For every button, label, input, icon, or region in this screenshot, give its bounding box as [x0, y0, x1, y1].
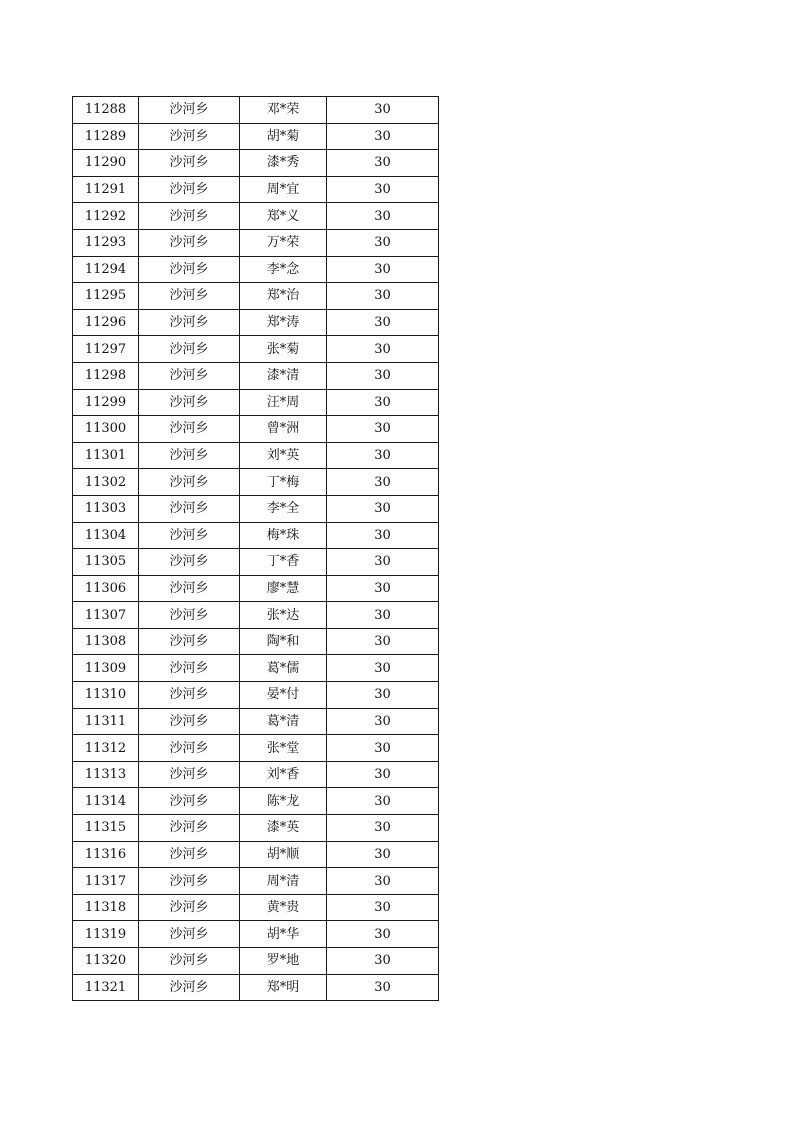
row-id-cell: 11319 [73, 921, 139, 948]
row-id-cell: 11292 [73, 203, 139, 230]
township-cell: 沙河乡 [139, 894, 240, 921]
name-cell: 周*清 [240, 868, 327, 895]
amount-cell: 30 [327, 708, 439, 735]
table-row [73, 575, 439, 602]
table-row [73, 362, 439, 389]
table-row [73, 894, 439, 921]
amount-cell: 30 [327, 203, 439, 230]
table-row [73, 416, 439, 443]
table-row [73, 682, 439, 709]
amount-cell: 30 [327, 549, 439, 576]
table-row [73, 761, 439, 788]
table-row [73, 442, 439, 469]
row-id-cell: 11317 [73, 868, 139, 895]
row-id-cell: 11289 [73, 123, 139, 150]
table-row [73, 336, 439, 363]
township-cell: 沙河乡 [139, 416, 240, 443]
table-row [73, 948, 439, 975]
row-id-cell: 11295 [73, 283, 139, 310]
amount-cell: 30 [327, 575, 439, 602]
row-id-cell: 11309 [73, 655, 139, 682]
amount-cell: 30 [327, 309, 439, 336]
table-row [73, 256, 439, 283]
township-cell: 沙河乡 [139, 336, 240, 363]
amount-cell: 30 [327, 655, 439, 682]
table-row [73, 150, 439, 177]
township-cell: 沙河乡 [139, 256, 240, 283]
township-cell: 沙河乡 [139, 708, 240, 735]
row-id-cell: 11301 [73, 442, 139, 469]
table-row [73, 283, 439, 310]
row-id-cell: 11312 [73, 735, 139, 762]
table-row [73, 815, 439, 842]
table-row [73, 176, 439, 203]
amount-cell: 30 [327, 522, 439, 549]
row-id-cell: 11308 [73, 628, 139, 655]
table-row [73, 389, 439, 416]
name-cell: 漆*秀 [240, 150, 327, 177]
row-id-cell: 11304 [73, 522, 139, 549]
name-cell: 晏*付 [240, 682, 327, 709]
amount-cell: 30 [327, 150, 439, 177]
name-cell: 刘*英 [240, 442, 327, 469]
amount-cell: 30 [327, 336, 439, 363]
name-cell: 梅*珠 [240, 522, 327, 549]
name-cell: 丁*香 [240, 549, 327, 576]
amount-cell: 30 [327, 868, 439, 895]
township-cell: 沙河乡 [139, 176, 240, 203]
name-cell: 陈*龙 [240, 788, 327, 815]
row-id-cell: 11293 [73, 229, 139, 256]
amount-cell: 30 [327, 97, 439, 124]
township-cell: 沙河乡 [139, 123, 240, 150]
row-id-cell: 11315 [73, 815, 139, 842]
amount-cell: 30 [327, 283, 439, 310]
amount-cell: 30 [327, 841, 439, 868]
data-table [72, 96, 439, 1001]
amount-cell: 30 [327, 628, 439, 655]
amount-cell: 30 [327, 894, 439, 921]
name-cell: 葛*儒 [240, 655, 327, 682]
row-id-cell: 11288 [73, 97, 139, 124]
amount-cell: 30 [327, 442, 439, 469]
amount-cell: 30 [327, 735, 439, 762]
name-cell: 郑*治 [240, 283, 327, 310]
name-cell: 胡*顺 [240, 841, 327, 868]
amount-cell: 30 [327, 389, 439, 416]
township-cell: 沙河乡 [139, 868, 240, 895]
name-cell: 刘*香 [240, 761, 327, 788]
township-cell: 沙河乡 [139, 682, 240, 709]
township-cell: 沙河乡 [139, 309, 240, 336]
row-id-cell: 11303 [73, 495, 139, 522]
row-id-cell: 11321 [73, 974, 139, 1001]
name-cell: 万*荣 [240, 229, 327, 256]
township-cell: 沙河乡 [139, 203, 240, 230]
name-cell: 李*全 [240, 495, 327, 522]
table-row [73, 841, 439, 868]
row-id-cell: 11297 [73, 336, 139, 363]
table-row [73, 735, 439, 762]
township-cell: 沙河乡 [139, 841, 240, 868]
township-cell: 沙河乡 [139, 602, 240, 629]
table-row [73, 602, 439, 629]
row-id-cell: 11299 [73, 389, 139, 416]
table-row [73, 788, 439, 815]
name-cell: 郑*明 [240, 974, 327, 1001]
amount-cell: 30 [327, 416, 439, 443]
row-id-cell: 11291 [73, 176, 139, 203]
name-cell: 罗*地 [240, 948, 327, 975]
row-id-cell: 11298 [73, 362, 139, 389]
amount-cell: 30 [327, 761, 439, 788]
table-row [73, 123, 439, 150]
table-row [73, 868, 439, 895]
township-cell: 沙河乡 [139, 150, 240, 177]
name-cell: 丁*梅 [240, 469, 327, 496]
table-row [73, 522, 439, 549]
township-cell: 沙河乡 [139, 815, 240, 842]
township-cell: 沙河乡 [139, 948, 240, 975]
table-row [73, 469, 439, 496]
table-row [73, 708, 439, 735]
row-id-cell: 11307 [73, 602, 139, 629]
township-cell: 沙河乡 [139, 389, 240, 416]
name-cell: 胡*华 [240, 921, 327, 948]
township-cell: 沙河乡 [139, 655, 240, 682]
township-cell: 沙河乡 [139, 283, 240, 310]
row-id-cell: 11320 [73, 948, 139, 975]
row-id-cell: 11300 [73, 416, 139, 443]
amount-cell: 30 [327, 176, 439, 203]
table-row [73, 921, 439, 948]
name-cell: 周*宜 [240, 176, 327, 203]
name-cell: 黄*贵 [240, 894, 327, 921]
table-row [73, 549, 439, 576]
township-cell: 沙河乡 [139, 522, 240, 549]
name-cell: 郑*义 [240, 203, 327, 230]
township-cell: 沙河乡 [139, 575, 240, 602]
row-id-cell: 11313 [73, 761, 139, 788]
township-cell: 沙河乡 [139, 549, 240, 576]
amount-cell: 30 [327, 974, 439, 1001]
row-id-cell: 11314 [73, 788, 139, 815]
amount-cell: 30 [327, 602, 439, 629]
table-row [73, 495, 439, 522]
table-row [73, 229, 439, 256]
township-cell: 沙河乡 [139, 628, 240, 655]
township-cell: 沙河乡 [139, 735, 240, 762]
amount-cell: 30 [327, 815, 439, 842]
amount-cell: 30 [327, 948, 439, 975]
name-cell: 李*念 [240, 256, 327, 283]
table-row [73, 203, 439, 230]
township-cell: 沙河乡 [139, 362, 240, 389]
name-cell: 邓*荣 [240, 97, 327, 124]
amount-cell: 30 [327, 229, 439, 256]
row-id-cell: 11306 [73, 575, 139, 602]
table-row [73, 974, 439, 1001]
name-cell: 胡*菊 [240, 123, 327, 150]
amount-cell: 30 [327, 682, 439, 709]
row-id-cell: 11305 [73, 549, 139, 576]
name-cell: 漆*英 [240, 815, 327, 842]
name-cell: 张*菊 [240, 336, 327, 363]
township-cell: 沙河乡 [139, 974, 240, 1001]
township-cell: 沙河乡 [139, 495, 240, 522]
name-cell: 张*达 [240, 602, 327, 629]
table-row [73, 628, 439, 655]
name-cell: 葛*清 [240, 708, 327, 735]
row-id-cell: 11290 [73, 150, 139, 177]
name-cell: 漆*清 [240, 362, 327, 389]
amount-cell: 30 [327, 495, 439, 522]
table-row [73, 655, 439, 682]
table-body [73, 97, 439, 1001]
township-cell: 沙河乡 [139, 469, 240, 496]
amount-cell: 30 [327, 123, 439, 150]
row-id-cell: 11318 [73, 894, 139, 921]
table-row [73, 309, 439, 336]
name-cell: 张*堂 [240, 735, 327, 762]
row-id-cell: 11302 [73, 469, 139, 496]
row-id-cell: 11311 [73, 708, 139, 735]
amount-cell: 30 [327, 469, 439, 496]
name-cell: 陶*和 [240, 628, 327, 655]
amount-cell: 30 [327, 921, 439, 948]
amount-cell: 30 [327, 256, 439, 283]
name-cell: 郑*涛 [240, 309, 327, 336]
row-id-cell: 11296 [73, 309, 139, 336]
township-cell: 沙河乡 [139, 788, 240, 815]
township-cell: 沙河乡 [139, 229, 240, 256]
township-cell: 沙河乡 [139, 761, 240, 788]
row-id-cell: 11316 [73, 841, 139, 868]
name-cell: 汪*周 [240, 389, 327, 416]
name-cell: 曾*洲 [240, 416, 327, 443]
row-id-cell: 11294 [73, 256, 139, 283]
name-cell: 廖*慧 [240, 575, 327, 602]
row-id-cell: 11310 [73, 682, 139, 709]
amount-cell: 30 [327, 362, 439, 389]
table-row [73, 97, 439, 124]
amount-cell: 30 [327, 788, 439, 815]
township-cell: 沙河乡 [139, 921, 240, 948]
township-cell: 沙河乡 [139, 97, 240, 124]
township-cell: 沙河乡 [139, 442, 240, 469]
